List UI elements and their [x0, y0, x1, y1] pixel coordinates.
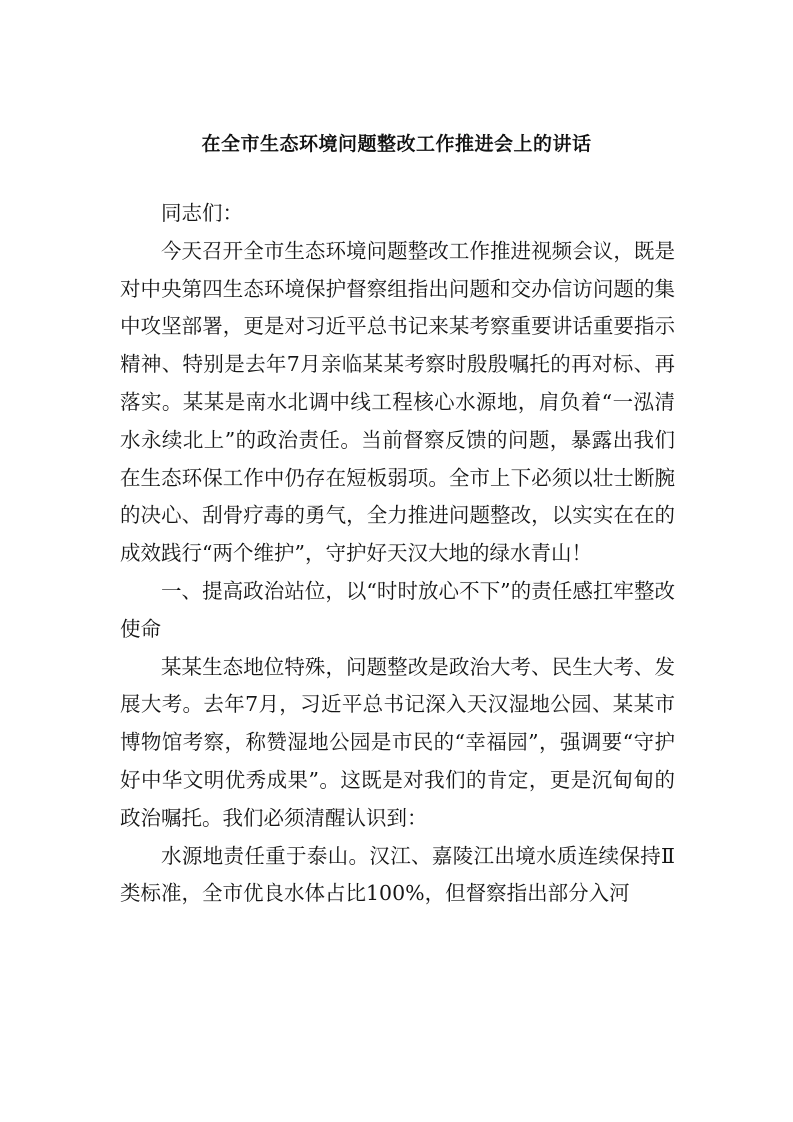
salutation-paragraph: 同志们： [161, 201, 243, 225]
document-title: 在全市生态环境问题整改工作推进会上的讲话 [201, 133, 592, 155]
document-body [120, 195, 675, 913]
body-paragraph: 某某生态地位特殊，问题整改是政治大考、民生大考、发展大考。去年7月，习近平总书记深入天汉湿地公园、某某市博物馆考察，称赞湿地公园是市民的“幸福园”，强调要“守护好中华文明优秀成果”。这既是对我们的肯定，更是沉甸甸的政治嘱托。我们必须清醒认识到： [120, 654, 675, 830]
body-paragraph: 水源地责任重于泰山。汉江、嘉陵江出境水质连续保持Ⅱ类标准，全市优良水体占比100%，但督察指出部分入河 [120, 843, 675, 906]
intro-paragraph: 今天召开全市生态环境问题整改工作推进视频会议，既是对中央第四生态环境保护督察组指出问题和交办信访问题的集中攻坚部署，更是对习近平总书记来某考察重要讲话重要指示精神、特别是去年7月亲临某某考察时殷殷嘱托的再对标、再落实。某某是南水北调中线工程核心水源地，肩负着“一泓清水永续北上”的政治责任。当前督察反馈的问题，暴露出我们在生态环保工作中仍存在短板弱项。全市上下必须以壮士断腕的决心、刮骨疗毒的勇气，全力推进问题整改，以实实在在的成效践行“两个维护”，守护好天汉大地的绿水青山！ [120, 238, 675, 566]
section-heading: 一、提高政治站位，以“时时放心不下”的责任感扛牢整改使命 [120, 578, 675, 641]
